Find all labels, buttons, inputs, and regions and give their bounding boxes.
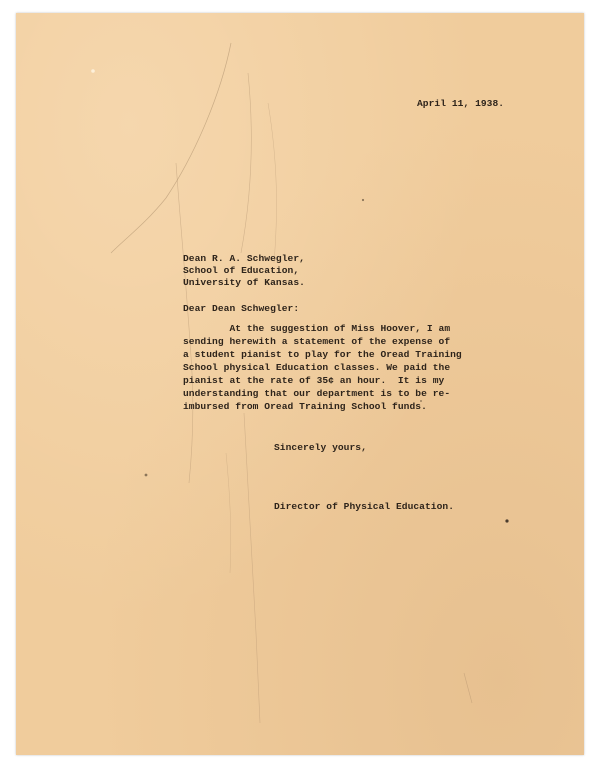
body-line: a student pianist to play for the Oread Training [183, 349, 462, 360]
recipient-school: School of Education, [183, 265, 300, 276]
ink-dot [362, 199, 364, 201]
pencil-stroke [111, 43, 231, 253]
body-line: understanding that our department is to be re- [183, 388, 451, 399]
pencil-stroke [464, 673, 472, 703]
signature-title: Director of Physical Education. [274, 501, 455, 512]
letter-page [16, 13, 584, 755]
ink-dot [505, 519, 508, 522]
pencil-stroke [226, 453, 231, 573]
body-line: pianist at the rate of 35¢ an hour. It is my [183, 375, 445, 386]
closing: Sincerely yours, [274, 442, 367, 453]
recipient-university: University of Kansas. [183, 277, 305, 288]
ink-dot [145, 474, 148, 477]
pencil-stroke [244, 413, 260, 723]
body-line: sending herewith a statement of the expense of [183, 336, 451, 347]
letter-date: April 11, 1938. [417, 98, 505, 109]
salutation: Dear Dean Schwegler: [183, 303, 300, 314]
pencil-stroke [268, 103, 276, 263]
body-line: At the suggestion of Miss Hoover, I am [183, 323, 451, 334]
pencil-stroke [241, 73, 251, 253]
recipient-name: Dean R. A. Schwegler, [183, 253, 305, 264]
body-line: School physical Education classes. We paid the [183, 362, 451, 373]
body-line: imbursed from Oread Training School funds. [183, 401, 427, 412]
paper-speck [91, 69, 95, 73]
